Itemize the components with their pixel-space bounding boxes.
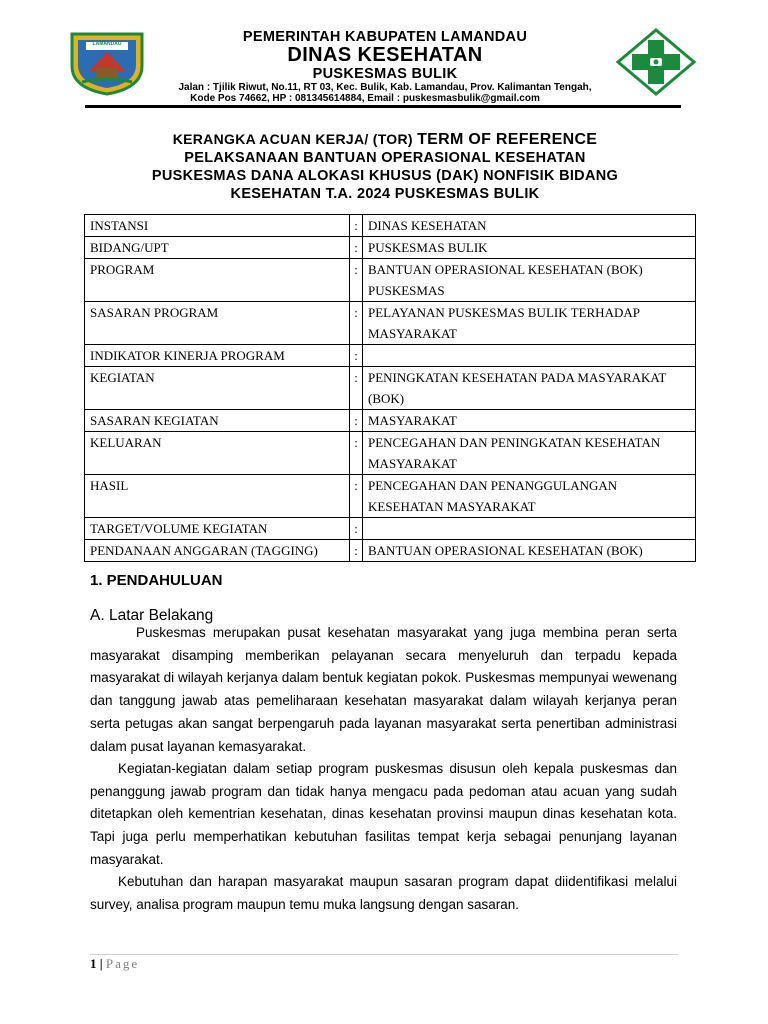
row-label: PENDANAAN ANGGARAN (TAGGING) [85,540,350,562]
paragraph: Kebutuhan dan harapan masyarakat maupun sasaran program dapat diidentifikasi melalui survey, analisa program maupun temu muka langsung dengan sasaran. [90,874,677,912]
table-row [85,410,696,432]
row-value: BANTUAN OPERASIONAL KESEHATAN (BOK) [363,540,696,562]
row-separator: : [350,345,363,367]
row-label: PROGRAM [85,259,350,302]
subsection-heading: A. Latar Belakang [90,607,214,624]
letterhead-contact: Kode Pos 74662, HP : 081345614884, Email : puskesmasbulik@gmail.com [190,93,540,104]
emblem-banner-text: LAMANDAU [92,41,122,47]
row-value: PELAYANAN PUSKESMAS BULIK TERHADAP MASYARAKAT [363,302,696,345]
table-row [85,518,696,540]
row-separator: : [350,540,363,562]
row-value [363,345,696,367]
row-separator: : [350,302,363,345]
page-label: Page [105,956,140,971]
row-label: INSTANSI [85,215,350,237]
row-separator: : [350,432,363,475]
title-suffix: TERM OF REFERENCE [417,131,598,148]
row-value: PUSKESMAS BULIK [363,237,696,259]
footer-separator: | [99,956,103,971]
row-separator: : [350,518,363,540]
row-label: HASIL [85,475,350,518]
page-footer [90,956,139,972]
row-separator: : [350,475,363,518]
table-row [85,540,696,562]
table-row [85,475,696,518]
letterhead-agency: DINAS KESEHATAN [287,44,483,66]
table-row [85,215,696,237]
row-value: BANTUAN OPERASIONAL KESEHATAN (BOK) PUSKESMAS [363,259,696,302]
paragraph: Puskesmas merupakan pusat kesehatan masyarakat yang juga membina peran serta masyarakat disamping memberikan pelayanan secara menyeluruh dan terpadu kepada masyarakat di wilayah kerjanya dalam bentuk kegiatan pokok. Puskesmas mempunyai wewenang dan tanggung jawab atas pemeliharaan kesehatan masyarakat dalam wilayah kerjanya peran serta petugas akan sangat berpengaruh pada layanan masyarakat serta penertiban administrasi dalam pusat layanan kemasyarakat. [90,625,677,754]
table-row [85,345,696,367]
letterhead-government: PEMERINTAH KABUPATEN LAMANDAU [242,29,528,45]
row-separator: : [350,410,363,432]
row-label: SASARAN PROGRAM [85,302,350,345]
footer-divider [90,954,678,955]
table-row [85,259,696,302]
tor-info-table [84,214,696,562]
row-separator: : [350,367,363,410]
row-value: PENCEGAHAN DAN PENANGGULANGAN KESEHATAN MASYARAKAT [363,475,696,518]
document-title-line3: PUSKESMAS DANA ALOKASI KHUSUS (DAK) NONFISIK BIDANG [151,168,619,184]
letterhead-puskesmas: PUSKESMAS BULIK [312,66,458,82]
table-row [85,432,696,475]
document-title-line4: KESEHATAN T.A. 2024 PUSKESMAS BULIK [230,186,540,202]
lamandau-regency-emblem [66,28,148,96]
row-separator: : [350,215,363,237]
letterhead-address: Jalan : Tjilik Riwut, No.11, RT 03, Kec. Bulik, Kab. Lamandau, Prov. Kalimantan Tengah, [178,82,592,93]
title-prefix: KERANGKA ACUAN KERJA/ (TOR) [172,131,413,147]
section-heading: 1. PENDAHULUAN [90,572,223,589]
row-value [363,518,696,540]
document-title-line2: PELAKSANAAN BANTUAN OPERASIONAL KESEHATAN [184,150,586,166]
paragraph: Kegiatan-kegiatan dalam setiap program puskesmas disusun oleh kepala puskesmas dan penanggung jawab program dan tidak hanya mengacu pada pedoman atau acuan yang sudah ditetapkan oleh kementrian kesehatan, dinas kesehatan provinsi maupun dinas kesehatan kota. Tapi juga perlu memperhatikan kebutuhan fasilitas tempat kerja sebagai penunjang layanan masyarakat. [90,761,677,867]
row-label: BIDANG/UPT [85,237,350,259]
row-value: MASYARAKAT [363,410,696,432]
row-label: TARGET/VOLUME KEGIATAN [85,518,350,540]
table-row [85,367,696,410]
letterhead-divider [85,105,681,108]
row-value: PENCEGAHAN DAN PENINGKATAN KESEHATAN MASYARAKAT [363,432,696,475]
row-value: DINAS KESEHATAN [363,215,696,237]
row-label: KELUARAN [85,432,350,475]
row-label: INDIKATOR KINERJA PROGRAM [85,345,350,367]
puskesmas-logo [614,28,698,96]
row-value: PENINGKATAN KESEHATAN PADA MASYARAKAT (BOK) [363,367,696,410]
row-separator: : [350,237,363,259]
table-row [85,237,696,259]
row-label: SASARAN KEGIATAN [85,410,350,432]
table-row [85,302,696,345]
row-separator: : [350,259,363,302]
row-label: KEGIATAN [85,367,350,410]
page-number: 1 [90,956,97,971]
document-title-line1 [90,131,680,149]
